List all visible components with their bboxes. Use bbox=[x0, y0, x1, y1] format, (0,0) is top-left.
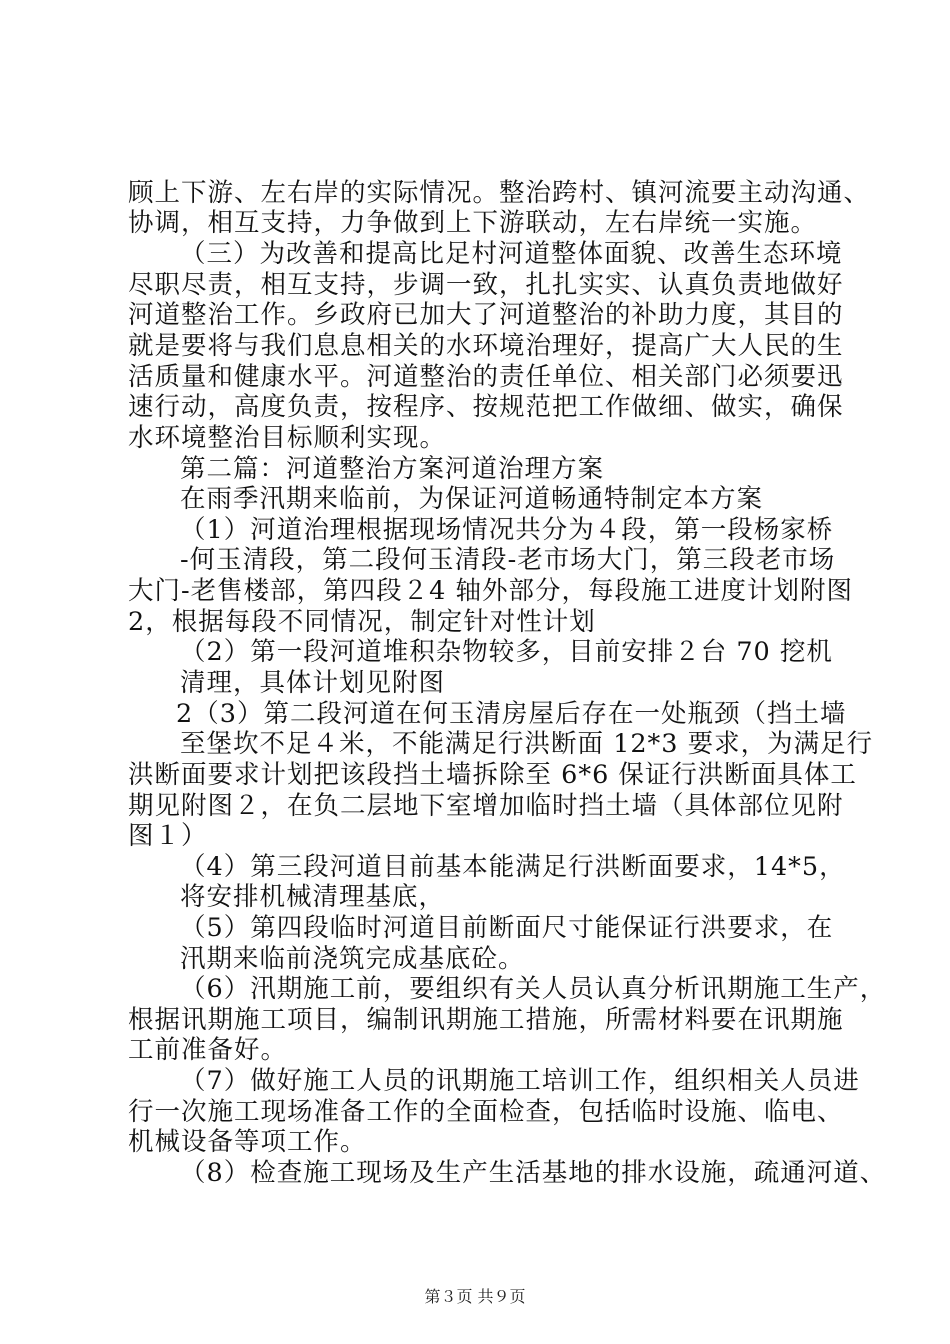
text-line: 协调，相互支持，力争做到上下游联动，左右岸统一实施。 bbox=[128, 208, 818, 238]
text-line: （8）检查施工现场及生产生活基地的排水设施，疏通河道、 bbox=[180, 1158, 887, 1188]
text-line: 2，根据每段不同情况，制定针对性计划 bbox=[128, 607, 596, 637]
text-line: 尽职尽责，相互支持，步调一致，扎扎实实、认真负责地做好 bbox=[128, 270, 844, 300]
page-footer: 第３页 共９页 bbox=[424, 1287, 526, 1306]
text-line: （1）河道治理根据现场情况共分为４段，第一段杨家桥 bbox=[180, 515, 834, 545]
text-line: 行一次施工现场准备工作的全面检查，包括临时设施、临电、 bbox=[128, 1097, 844, 1127]
text-line: 在雨季汛期来临前，为保证河道畅通特制定本方案 bbox=[180, 484, 764, 514]
text-line: 河道整治工作。乡政府已加大了河道整治的补助力度，其目的 bbox=[128, 300, 844, 330]
text-line: （三）为改善和提高比足村河道整体面貌、改善生态环境 bbox=[180, 239, 843, 269]
text-line: 就是要将与我们息息相关的水环境治理好，提高广大人民的生 bbox=[128, 331, 844, 361]
text-line: 清理，具体计划见附图 bbox=[180, 668, 446, 698]
text-line: 洪断面要求计划把该段挡土墙拆除至 6*6 保证行洪断面具体工 bbox=[128, 760, 857, 790]
text-line: 机械设备等项工作。 bbox=[128, 1127, 367, 1157]
text-line: 汛期来临前浇筑完成基底砼。 bbox=[180, 944, 525, 974]
text-line: 图１） bbox=[128, 821, 208, 851]
text-line: 顾上下游、左右岸的实际情况。整治跨村、镇河流要主动沟通、 bbox=[128, 178, 871, 208]
text-line: 根据讯期施工项目，编制讯期施工措施，所需材料要在讯期施 bbox=[128, 1005, 844, 1035]
text-line: （2）第一段河道堆积杂物较多，目前安排２台 70 挖机 bbox=[180, 637, 833, 667]
text-line: 2（3）第二段河道在何玉清房屋后存在一处瓶颈（挡土墙 bbox=[176, 699, 847, 729]
text-line: 水环境整治目标顺利实现。 bbox=[128, 423, 447, 453]
text-line: 工前准备好。 bbox=[128, 1035, 288, 1065]
text-line: （6）汛期施工前，要组织有关人员认真分析讯期施工生产， bbox=[180, 974, 887, 1004]
text-line: （5）第四段临时河道目前断面尺寸能保证行洪要求，在 bbox=[180, 913, 834, 943]
text-line: 至堡坎不足４米，不能满足行洪断面 12*3 要求，为满足行 bbox=[180, 729, 874, 759]
text-line: -何玉清段，第二段何玉清段-老市场大门，第三段老市场 bbox=[180, 545, 836, 575]
section-heading: 第二篇：河道整治方案河道治理方案 bbox=[180, 454, 605, 484]
text-line: 大门-老售楼部，第四段２4 轴外部分，每段施工进度计划附图 bbox=[128, 576, 853, 606]
text-line: 速行动，高度负责，按程序、按规范把工作做细、做实，确保 bbox=[128, 392, 844, 422]
text-line: （4）第三段河道目前基本能满足行洪断面要求，14*5， bbox=[180, 852, 846, 882]
text-line: 活质量和健康水平。河道整治的责任单位、相关部门必须要迅 bbox=[128, 362, 844, 392]
text-line: 将安排机械清理基底， bbox=[180, 882, 446, 912]
text-line: 期见附图２，在负二层地下室增加临时挡土墙（具体部位见附 bbox=[128, 791, 844, 821]
text-line: （7）做好施工人员的讯期施工培训工作，组织相关人员进 bbox=[180, 1066, 860, 1096]
